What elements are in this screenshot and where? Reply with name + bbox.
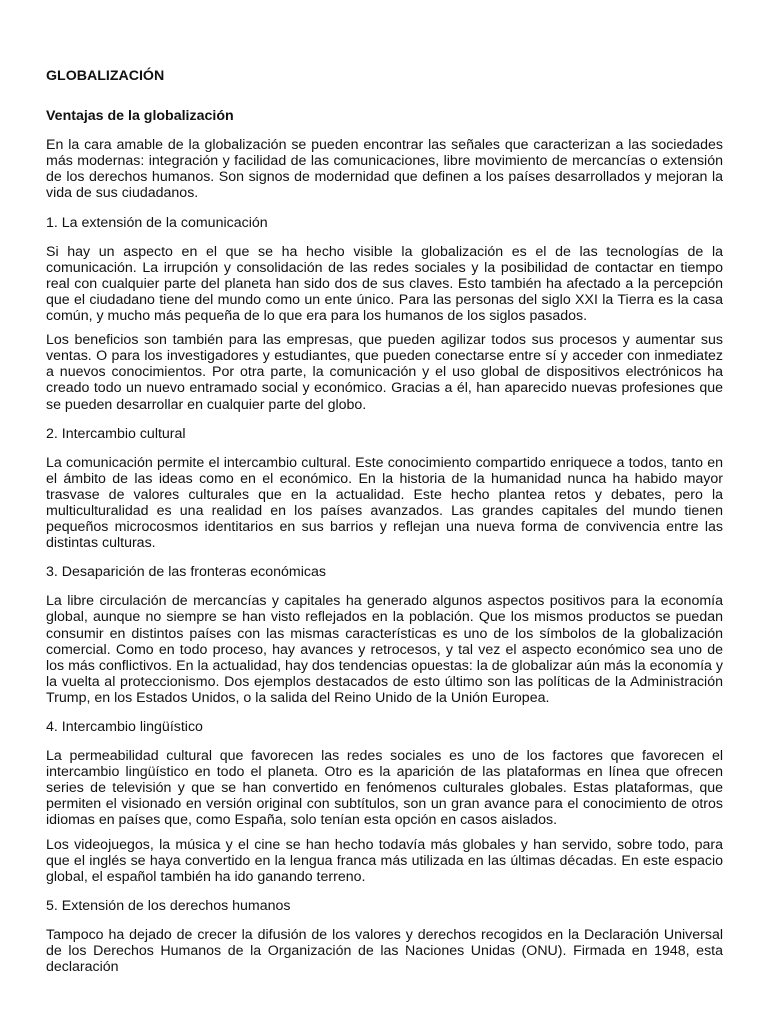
paragraph: La libre circulación de mercancías y capitales ha generado algunos aspectos positivos para la economía global, aunque no siempre se han visto reflejados en la población. Que los mismos productos se puedan consumir en distintos países con las mismas características es uno de los símbolos de la globalización comercial. Como en todo proceso, hay avances y retrocesos, y tal vez el aspecto económico sea uno de los más conflictivos. En la actualidad, hay dos tendencias opuestas: la de globalizar aún más la economía y la vuelta al proteccionismo. Dos ejemplos destacados de esto último son las políticas de la Administración Trump, en los Estados Unidos, o la salida del Reino Unido de la Unión Europea. [46,593,723,706]
paragraph: La permeabilidad cultural que favorecen las redes sociales es uno de los factores que favorecen el intercambio lingüístico en todo el planeta. Otro es la aparición de las plataformas en línea que ofrecen series de televisión y que se han convertido en fenómenos culturales globales. Estas plataformas, que permiten el visionado en versión original con subtítulos, son un gran avance para el conocimiento de otros idiomas en países que, como España, solo tenían esta opción en casos aislados. [46,748,723,829]
document-subtitle: Ventajas de la globalización [46,108,234,125]
paragraph: Los beneficios son también para las empresas, que pueden agilizar todos sus procesos y aumentar sus ventas. O para los investigadores y estudiantes, que pueden conectarse entre sí y acceder con inmediatez a nuevos conocimientos. Por otra parte, la comunicación y el uso global de dispositivos electrónicos ha creado todo un nuevo entramado social y económico. Gracias a él, han aparecido nuevas profesiones que se pueden desarrollar en cualquier parte del globo. [46,332,723,413]
document-title: GLOBALIZACIÓN [46,68,165,84]
section-heading: 3. Desaparición de las fronteras económicas [46,564,326,581]
section-heading: 4. Intercambio lingüístico [46,719,203,735]
document-body [46,68,723,988]
paragraph: La comunicación permite el intercambio cultural. Este conocimiento compartido enriquece a todos, tanto en el ámbito de las ideas como en el económico. En la historia de la humanidad nunca ha habido mayor trasvase de valores culturales que en la actualidad. Este hecho plantea retos y debates, pero la multiculturalidad es una realidad en los países avanzados. Las grandes capitales del mundo tienen pequeños microcosmos identitarios en sus barrios y reflejan una nueva forma de convivencia entre las distintas culturas. [46,454,723,552]
section-heading: 5. Extensión de los derechos humanos [46,897,291,914]
intro-paragraph: En la cara amable de la globalización se pueden encontrar las señales que caracterizan a las sociedades más modernas: integración y facilidad de las comunicaciones, libre movimiento de mercancías o extensión de los derechos humanos. Son signos de modernidad que definen a los países desarrollados y mejoran la vida de sus ciudadanos. [46,137,723,202]
section-heading: 1. La extensión de la comunicación [46,214,268,231]
section-heading: 2. Intercambio cultural [46,425,186,442]
paragraph: Si hay un aspecto en el que se ha hecho visible la globalización es el de las tecnologías de la comunicación. La irrupción y consolidación de las redes sociales y la posibilidad de contactar en tiempo real con cualquier parte del planeta han sido dos de sus claves. Esto también ha afectado a la percepción que el ciudadano tiene del mundo como un ente único. Para las personas del siglo XXI la Tierra es la casa común, y mucho más pequeña de lo que era para los humanos de los siglos pasados. [46,243,723,325]
paragraph: Tampoco ha dejado de crecer la difusión de los valores y derechos recogidos en la Declaración Universal de los Derechos Humanos de la Organización de las Naciones Unidas (ONU). Firmada en 1948, esta declaración [46,926,723,976]
paragraph: Los videojuegos, la música y el cine se han hecho todavía más globales y han servido, sobre todo, para que el inglés se haya convertido en la lengua franca más utilizada en las últimas décadas. En este espacio global, el español también ha ido ganando terreno. [46,836,723,885]
